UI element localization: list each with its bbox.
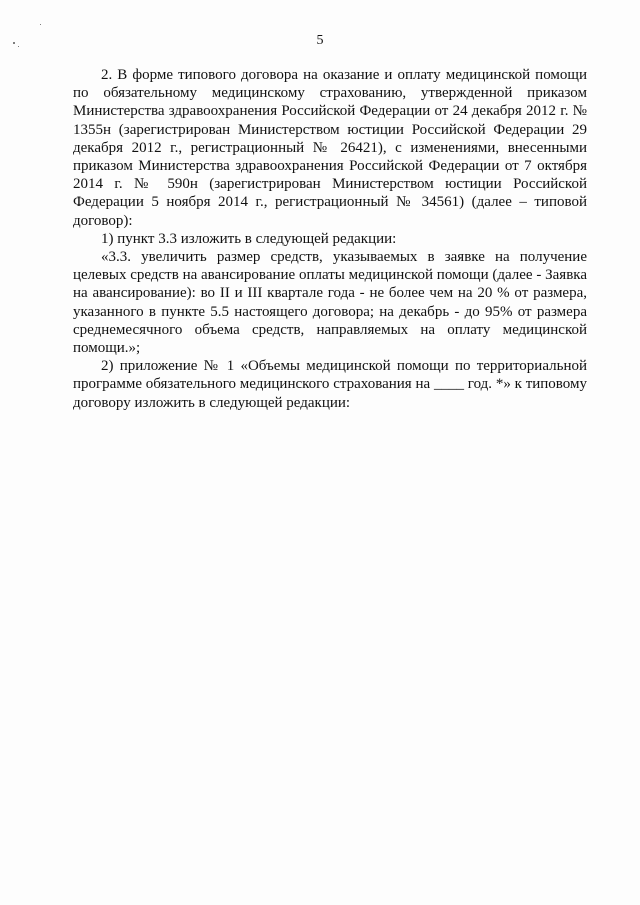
paragraph-clause-3-3: «3.3. увеличить размер средств, указываемых в заявке на получение целевых средств на авансирование оплаты медицинской помощи (далее - Заявка на авансирование): во II и III квартале года - не более чем на 20 % от размера, указанного в пункте 5.5 настоящего договора; на декабрь - до 95% от размера среднемесячного объема средств, направляемых на оплату медицинской помощи.»; bbox=[73, 249, 587, 357]
paragraph-item-2: 2) приложение № 1 «Объемы медицинской помощи по территориальной программе обязательного медицинского страхования на ____ год. *» к типовому договору изложить в следующей редакции: bbox=[73, 358, 587, 411]
paragraph-amendment-2: 2. В форме типового договора на оказание и оплату медицинской помощи по обязательному медицинскому страхованию, утвержденной приказом Министерства здравоохранения Российской Федерации от 24 декабря 2012 г. № 1355н (зарегистрирован Министерством юстиции Российской Федерации 29 декабря 2012 г., регистрационный № 26421), с изменениями, внесенными приказом Министерства здравоохранения Российской Федерации от 7 октября 2014 г. № 590н (зарегистрирован Министерством юстиции Российской Федерации 5 ноября 2014 г., регистрационный № 34561) (далее – типовой договор): bbox=[73, 67, 587, 229]
scan-speck bbox=[40, 24, 41, 25]
paragraph-item-1: 1) пункт 3.3 изложить в следующей редакции: bbox=[101, 230, 397, 247]
page-number: 5 bbox=[316, 33, 324, 48]
document-body bbox=[73, 66, 587, 412]
